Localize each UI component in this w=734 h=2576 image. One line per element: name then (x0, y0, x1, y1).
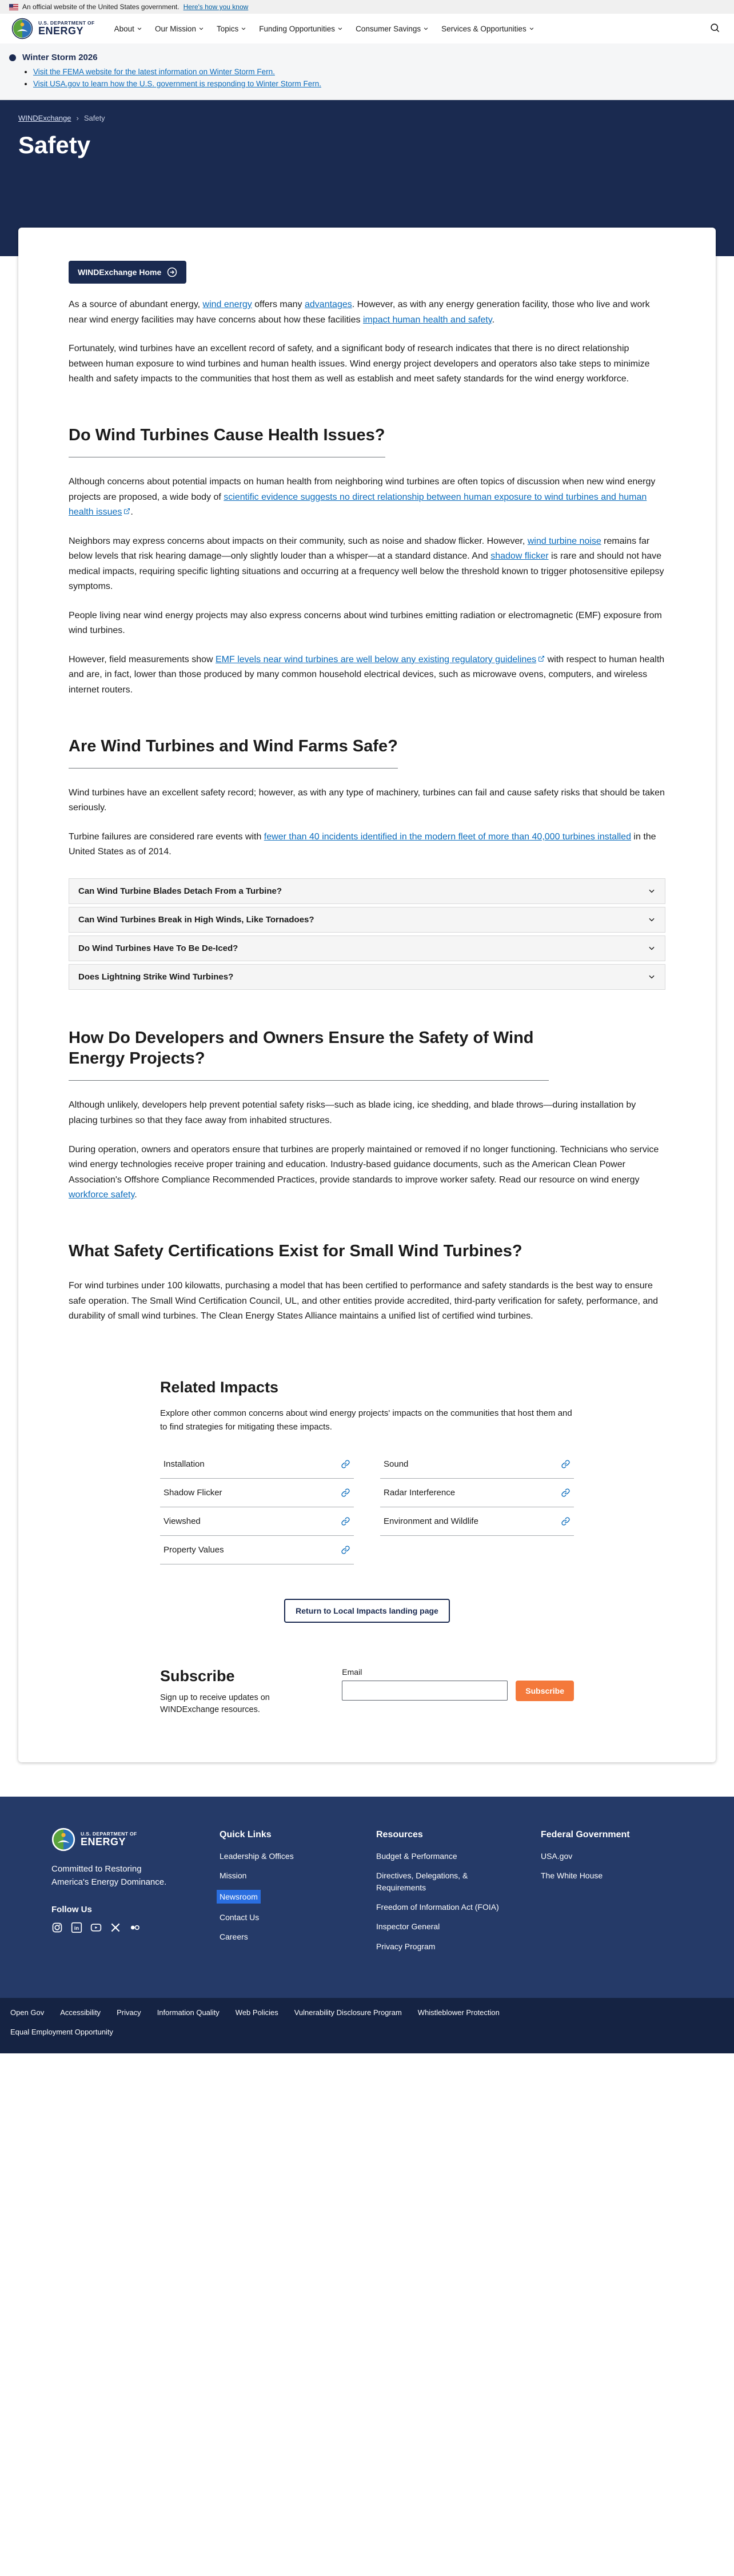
breadcrumb-current: Safety (83, 114, 105, 122)
impact-installation[interactable]: Installation (160, 1450, 354, 1479)
x-icon[interactable] (110, 1922, 121, 1933)
inline-link[interactable]: EMF levels near wind turbines are well below any existing regulatory guidelines (216, 655, 545, 664)
search-button[interactable] (707, 20, 723, 37)
footer-link-careers[interactable]: Careers (220, 1932, 248, 1942)
heading-certifications: What Safety Certifications Exist for Small Wind Turbines? (69, 1241, 522, 1260)
site-footer (0, 1797, 734, 1998)
link-icon (561, 1516, 571, 1526)
alert-links (33, 67, 725, 88)
us-flag-icon (9, 4, 18, 10)
heading-health-issues: Do Wind Turbines Cause Health Issues? (69, 425, 385, 457)
certifications-paragraph-1: For wind turbines under 100 kilowatts, purchasing a model that has been certified to performance and safety standards is the best way to ensure safe operation. The Small Wind Certification Council, UL, and other entities provide accredited, third-party verification for safety, performance, and durability of small wind turbines. The Clean Energy States Alliance maintains a unified list of certified wind turbines. (69, 1281, 659, 1321)
breadcrumb (18, 114, 716, 122)
footer-link-privacy-program[interactable]: Privacy Program (376, 1941, 436, 1951)
subscribe-section (160, 1667, 574, 1717)
breadcrumb-separator: › (76, 114, 79, 122)
chevron-down-icon (198, 26, 204, 31)
alert-dot-icon (9, 54, 16, 61)
footer-bottom-links-2 (10, 2027, 724, 2037)
content-card (18, 228, 716, 1762)
nav-item-our-mission[interactable]: Our Mission (155, 25, 204, 33)
impact-sound[interactable]: Sound (380, 1450, 574, 1479)
safe-paragraph-1: Wind turbines have an excellent safety record; however, as with any type of machinery, turbines can fail and cause safety risks that should be taken seriously. (69, 787, 665, 813)
follow-us-label: Follow Us (51, 1905, 92, 1915)
footer-link-open-gov[interactable]: Open Gov (10, 2008, 45, 2017)
nav-item-services-opportunities[interactable]: Services & Opportunities (441, 25, 534, 33)
heading-developers-safety: How Do Developers and Owners Ensure the Safety of Wind Energy Projects? (69, 1028, 549, 1081)
subscribe-button[interactable]: Subscribe (516, 1681, 574, 1701)
alert-banner (0, 43, 734, 100)
return-local-impacts-button[interactable]: Return to Local Impacts landing page (284, 1599, 450, 1623)
subscribe-form (342, 1667, 574, 1717)
health-paragraph-2: Neighbors may express concerns about impacts on their community, such as noise and shadow flicker. However, wind turbine noise remains far below levels that risk hearing damage—only slightly louder than a whisper—at a standard distance. And shadow flicker is rare and should not have medical impacts, requiring specific lighting situations and occurring at a frequency well below the threshold known to trigger photosensitive epilepsy symptoms. (69, 536, 664, 592)
accordion-de-iced[interactable]: Do Wind Turbines Have To Be De-Iced? (69, 935, 665, 961)
footer-doe-logo[interactable] (51, 1828, 181, 1852)
accordion-lightning[interactable]: Does Lightning Strike Wind Turbines? (69, 964, 665, 990)
doe-seal-icon (51, 1828, 75, 1852)
link-icon (341, 1545, 350, 1555)
search-icon (709, 22, 720, 33)
health-paragraph-1: Although concerns about potential impacts on human health from neighboring wind turbines are often topics of discussion when new wind energy projects are proposed, a wide body of scientific evidence suggests no direct relationship between human exposure to wind turbines and human health issues . (69, 476, 656, 517)
inline-link[interactable]: impact human health and safety (362, 314, 492, 325)
alert-title: Winter Storm 2026 (22, 53, 98, 62)
inline-link[interactable]: workforce safety (69, 1190, 135, 1200)
linkedin-icon[interactable] (71, 1922, 82, 1933)
email-label: Email (342, 1667, 362, 1677)
accordion-blades-detach[interactable]: Can Wind Turbine Blades Detach From a Turbine? (69, 878, 665, 904)
footer-column-federal-government (541, 1828, 659, 1960)
footer-link-newsroom[interactable]: Newsroom (217, 1890, 261, 1904)
footer-bottom-bar (0, 1998, 734, 2053)
windexchange-home-button[interactable]: WINDExchange Home (69, 261, 186, 284)
dept-line2: ENERGY (81, 1836, 126, 1848)
email-input[interactable] (342, 1681, 508, 1701)
subscribe-heading: Subscribe (160, 1667, 235, 1685)
footer-column-heading: Quick Links (220, 1830, 272, 1840)
svg-text:in: in (74, 1925, 79, 1931)
link-icon (561, 1459, 571, 1469)
back-button-wrap (160, 1599, 574, 1623)
nav-item-consumer-savings[interactable]: Consumer Savings (356, 25, 429, 33)
related-impacts-section (160, 1379, 574, 1623)
impact-environment-wildlife[interactable]: Environment and Wildlife (380, 1507, 574, 1536)
inline-link[interactable]: scientific evidence suggests no direct relationship between human exposure to wind turbines and human health issues (69, 492, 647, 517)
flickr-icon[interactable] (129, 1922, 141, 1933)
footer-column-resources (376, 1828, 502, 1960)
impact-column-2 (380, 1450, 574, 1564)
footer-link-inspector-general[interactable]: Inspector General (376, 1922, 440, 1932)
link-icon (561, 1488, 571, 1498)
chevron-down-icon (137, 26, 142, 31)
health-paragraph-4: However, field measurements show EMF levels near wind turbines are well below any existing regulatory guidelines with respect to human health and are, in fact, lower than those produced by many common household electrical devices, such as microwave ovens, computers, and wireless internet routers. (69, 654, 665, 695)
dept-line1: U.S. DEPARTMENT OF (38, 19, 95, 26)
footer-link-whistleblower-protection[interactable]: Whistleblower Protection (417, 2008, 500, 2017)
alert-list-item (33, 67, 725, 76)
dept-line2: ENERGY (38, 25, 84, 37)
arrow-right-circle-icon (167, 267, 177, 277)
footer-column-heading: Resources (376, 1830, 423, 1840)
page-title: Safety (18, 132, 91, 158)
footer-link-white-house[interactable]: The White House (541, 1871, 603, 1881)
external-link-icon (538, 655, 545, 662)
footer-brand (51, 1828, 181, 1960)
official-site-text: An official website of the United States government. (22, 3, 179, 11)
subscribe-text (160, 1667, 319, 1717)
footer-link-web-policies[interactable]: Web Policies (235, 2008, 278, 2017)
footer-link-privacy[interactable]: Privacy (117, 2008, 141, 2017)
inline-link[interactable]: wind turbine noise (527, 536, 601, 546)
footer-doe-logo-text (81, 1832, 137, 1848)
footer-column-quick-links (220, 1828, 337, 1960)
impact-property-values[interactable]: Property Values (160, 1536, 354, 1564)
usagov-link[interactable]: Visit USA.gov to learn how the U.S. government is responding to Winter Storm Fern. (33, 79, 321, 88)
related-impacts-description: Explore other common concerns about wind energy projects' impacts on the communities that host them and to find strategies for mitigating these impacts. (160, 1408, 572, 1432)
chevron-down-icon (648, 944, 656, 952)
social-icons (51, 1922, 181, 1933)
chevron-down-icon (648, 887, 656, 895)
link-icon (341, 1459, 350, 1469)
chevron-down-icon (648, 915, 656, 923)
gov-banner (0, 0, 734, 14)
link-icon (341, 1516, 350, 1526)
external-link-icon (123, 508, 130, 515)
safe-paragraph-2: Turbine failures are considered rare events with fewer than 40 incidents identified in the modern fleet of more than 40,000 turbines installed in the United States as of 2014. (69, 831, 656, 857)
footer-link-accessibility[interactable]: Accessibility (60, 2008, 101, 2017)
impact-radar-interference[interactable]: Radar Interference (380, 1479, 574, 1507)
instagram-icon[interactable] (51, 1922, 63, 1933)
subscribe-description: Sign up to receive updates on WINDExchange resources. (160, 1693, 270, 1715)
footer-link-equal-employment-opportunity[interactable]: Equal Employment Opportunity (10, 2027, 113, 2036)
inline-link[interactable]: fewer than 40 incidents identified in the modern fleet of more than 40,000 turbines installed (264, 831, 631, 842)
footer-link-directives[interactable]: Directives, Delegations, & Requirements (376, 1871, 468, 1892)
inline-link[interactable]: shadow flicker (490, 551, 549, 562)
chevron-down-icon (423, 26, 429, 31)
impact-grid (160, 1450, 574, 1564)
footer-column-heading: Federal Government (541, 1830, 630, 1840)
impact-viewshed[interactable]: Viewshed (160, 1507, 354, 1536)
heading-turbines-safe: Are Wind Turbines and Wind Farms Safe? (69, 736, 398, 769)
chevron-down-icon (648, 973, 656, 981)
related-impacts-heading: Related Impacts (160, 1378, 279, 1396)
footer-link-foia[interactable]: Freedom of Information Act (FOIA) (376, 1902, 499, 1912)
intro-paragraph-1: As a source of abundant energy, wind energy offers many advantages. However, as with any energy generation facility, those who live and work near wind energy facilities may have concerns about how these facilities impact human health and safety. (69, 300, 650, 325)
dept-line1: U.S. DEPARTMENT OF (81, 1830, 137, 1837)
breadcrumb-home-link[interactable]: WINDExchange (18, 114, 71, 122)
chevron-down-icon (337, 26, 343, 31)
nav-item-topics[interactable]: Topics (217, 25, 246, 33)
health-paragraph-3: People living near wind energy projects may also express concerns about wind turbines emitting radiation or electromagnetic (EMF) exposure from wind turbines. (69, 610, 662, 636)
nav-item-funding-opportunities[interactable]: Funding Opportunities (259, 25, 343, 33)
footer-bottom-links (10, 2008, 724, 2017)
impact-column-1 (160, 1450, 354, 1564)
developers-paragraph-2: During operation, owners and operators ensure that turbines are properly maintained or removed if no longer functioning. Technicians who service wind energy technologies receive proper training and education. Industry-based guidance documents, such as the American Clean Power Association's Offshore Compliance Recommended Practices, provide standards to improve worker safety. Read our resource on wind energy workforce safety. (69, 1144, 659, 1200)
doe-logo-text (38, 21, 95, 37)
doe-seal-icon (11, 18, 33, 39)
site-header (0, 14, 734, 43)
chevron-down-icon (529, 26, 534, 31)
intro-paragraph-2: Fortunately, wind turbines have an excellent record of safety, and a significant body of research indicates that there is no direct relationship between human exposure to wind turbines and human health issues. Wind energy project developers and operators also take steps to minimize health and safety impacts to the communities that host them as well as establish and meet safety standards for the wind energy workforce. (69, 344, 650, 384)
nav-item-about[interactable]: About (114, 25, 142, 33)
chevron-down-icon (241, 26, 246, 31)
alert-list-item (33, 79, 725, 88)
footer-link-contact-us[interactable]: Contact Us (220, 1913, 260, 1922)
how-you-know-link[interactable]: Here's how you know (183, 3, 249, 11)
faq-accordions (69, 878, 665, 990)
footer-link-mission[interactable]: Mission (220, 1871, 247, 1881)
inline-link[interactable]: advantages (305, 300, 352, 309)
main-nav (114, 25, 692, 33)
doe-logo[interactable] (11, 18, 95, 39)
footer-link-budget-performance[interactable]: Budget & Performance (376, 1852, 457, 1861)
accordion-break-high-winds[interactable]: Can Wind Turbines Break in High Winds, Like Tornadoes? (69, 907, 665, 933)
impact-shadow-flicker[interactable]: Shadow Flicker (160, 1479, 354, 1507)
footer-tagline: Committed to Restoring America's Energy Dominance. (51, 1864, 167, 1887)
footer-link-information-quality[interactable]: Information Quality (157, 2008, 220, 2017)
footer-link-leadership-offices[interactable]: Leadership & Offices (220, 1852, 294, 1861)
footer-link-usagov[interactable]: USA.gov (541, 1852, 573, 1861)
link-icon (341, 1488, 350, 1498)
youtube-icon[interactable] (90, 1922, 102, 1933)
fema-link[interactable]: Visit the FEMA website for the latest information on Winter Storm Fern. (33, 67, 275, 76)
developers-paragraph-1: Although unlikely, developers help prevent potential safety risks—such as blade icing, ice shedding, and blade throws—during installation by placing turbines so that they face away from inhabited structures. (69, 1100, 636, 1126)
footer-link-vulnerability-disclosure[interactable]: Vulnerability Disclosure Program (294, 2008, 402, 2017)
inline-link[interactable]: wind energy (202, 300, 252, 309)
